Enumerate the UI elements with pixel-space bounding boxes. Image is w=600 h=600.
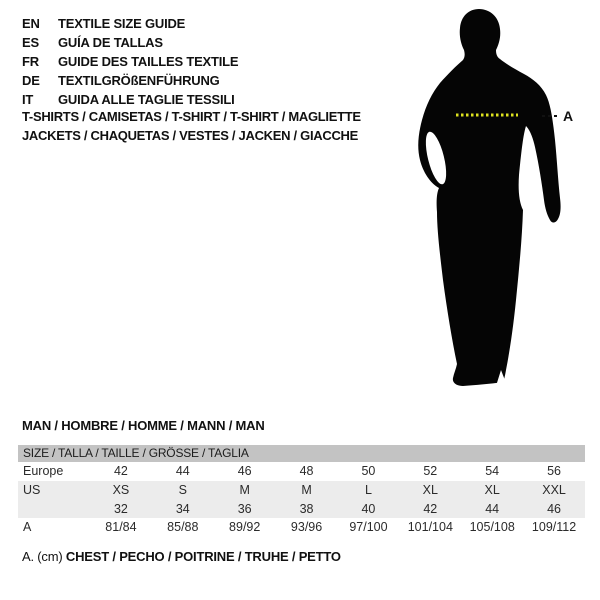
size-cell: XL: [422, 483, 438, 497]
language-title: GUÍA DE TALLAS: [58, 35, 163, 50]
row-label: A: [23, 520, 32, 534]
size-cell: 85/88: [167, 520, 199, 534]
size-cell: 109/112: [531, 520, 577, 534]
size-table-header: SIZE / TALLA / TAILLE / GRÖSSE / TAGLIA: [18, 445, 585, 462]
size-cell: 46: [547, 502, 562, 516]
measurement-footnote: [22, 549, 341, 564]
size-cell: 56: [547, 464, 562, 478]
size-cell: 81/84: [105, 520, 137, 534]
size-cell: 101/104: [407, 520, 453, 534]
size-cell: 48: [299, 464, 314, 478]
table-row-us-letters: [18, 481, 585, 500]
language-code: DE: [22, 73, 40, 88]
language-row: [22, 71, 238, 90]
row-label: Europe: [23, 464, 64, 478]
language-row: [22, 14, 238, 33]
size-cell: XXL: [542, 483, 566, 497]
size-cell: 40: [361, 502, 376, 516]
language-title: GUIDA ALLE TAGLIE TESSILI: [58, 92, 235, 107]
size-cell: 32: [113, 502, 128, 516]
language-row: [22, 33, 238, 52]
category-line-jackets: JACKETS / CHAQUETAS / VESTES / JACKEN / GIACCHE: [22, 128, 358, 143]
size-cell: 54: [485, 464, 500, 478]
language-title: TEXTILGRÖßENFÜHRUNG: [58, 73, 220, 88]
language-code: IT: [22, 92, 34, 107]
footnote-text: CHEST / PECHO / POITRINE / TRUHE / PETTO: [65, 549, 341, 564]
size-cell: 46: [237, 464, 252, 478]
garment-categories: [22, 107, 361, 145]
size-cell: 97/100: [349, 520, 388, 534]
language-row: [22, 52, 238, 71]
size-cell: 38: [299, 502, 314, 516]
row-label: [18, 500, 90, 518]
section-title-man: MAN / HOMBRE / HOMME / MANN / MAN: [22, 418, 265, 433]
size-cell: 44: [175, 464, 190, 478]
table-row-us-numbers: [18, 500, 585, 518]
size-cell: 52: [423, 464, 438, 478]
measure-label-a: A: [563, 108, 574, 124]
language-code: FR: [22, 54, 39, 69]
size-cell: 34: [175, 502, 190, 516]
size-cell: 93/96: [290, 520, 323, 534]
size-cell: S: [178, 483, 187, 497]
man-silhouette-icon: [400, 0, 600, 400]
category-line-tshirts: T-SHIRTS / CAMISETAS / T-SHIRT / T-SHIRT / MAGLIETTE: [22, 109, 361, 124]
language-title: TEXTILE SIZE GUIDE: [58, 16, 186, 31]
man-silhouette-figure: [400, 0, 600, 400]
language-title: GUIDE DES TAILLES TEXTILE: [58, 54, 239, 69]
footnote-prefix: A. (cm): [22, 549, 63, 564]
size-table: [18, 445, 585, 537]
size-cell: M: [301, 483, 312, 497]
language-code: ES: [22, 35, 39, 50]
size-cell: 42: [423, 502, 438, 516]
table-row-europe: [18, 462, 585, 481]
language-title-list: [22, 14, 238, 109]
size-cell: XS: [112, 483, 130, 497]
language-code: EN: [22, 16, 40, 31]
size-cell: XL: [484, 483, 500, 497]
size-cell: 50: [361, 464, 376, 478]
size-cell: 42: [113, 464, 128, 478]
size-cell: L: [364, 483, 372, 497]
size-cell: 105/108: [469, 520, 515, 534]
size-cell: M: [239, 483, 250, 497]
size-cell: 36: [237, 502, 252, 516]
table-row-chest-cm: [18, 518, 585, 537]
row-label: US: [23, 483, 41, 497]
size-cell: 44: [485, 502, 500, 516]
size-cell: 89/92: [229, 520, 261, 534]
